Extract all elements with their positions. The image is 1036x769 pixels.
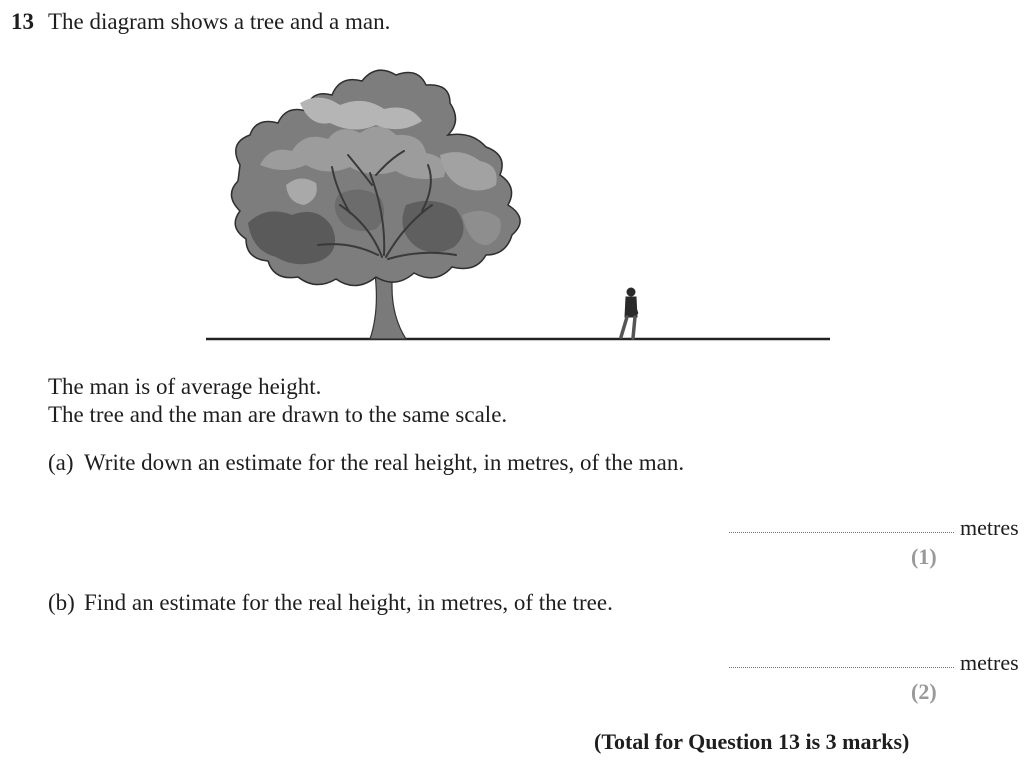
statement-average-height: The man is of average height. xyxy=(48,374,322,399)
part-a-answer-line[interactable] xyxy=(729,532,954,533)
part-b-label: (b) xyxy=(48,590,75,615)
statement-same-scale: The tree and the man are drawn to the same scale. xyxy=(48,402,508,427)
part-a-unit: metres xyxy=(960,515,1019,540)
man-figure xyxy=(621,288,637,338)
part-b-answer-line[interactable] xyxy=(729,667,954,668)
question-number: 13 xyxy=(11,9,34,34)
part-b-unit: metres xyxy=(960,650,1019,675)
question-total: (Total for Question 13 is 3 marks) xyxy=(594,729,910,754)
part-b-text: Find an estimate for the real height, in metres, of the tree. xyxy=(84,590,613,615)
part-a-marks: (1) xyxy=(911,544,937,569)
part-a-label: (a) xyxy=(48,450,74,475)
question-intro: The diagram shows a tree and a man. xyxy=(48,9,391,34)
part-b-marks: (2) xyxy=(911,679,937,704)
tree-and-man-diagram xyxy=(200,55,840,350)
part-a-text: Write down an estimate for the real height, in metres, of the man. xyxy=(84,450,685,475)
